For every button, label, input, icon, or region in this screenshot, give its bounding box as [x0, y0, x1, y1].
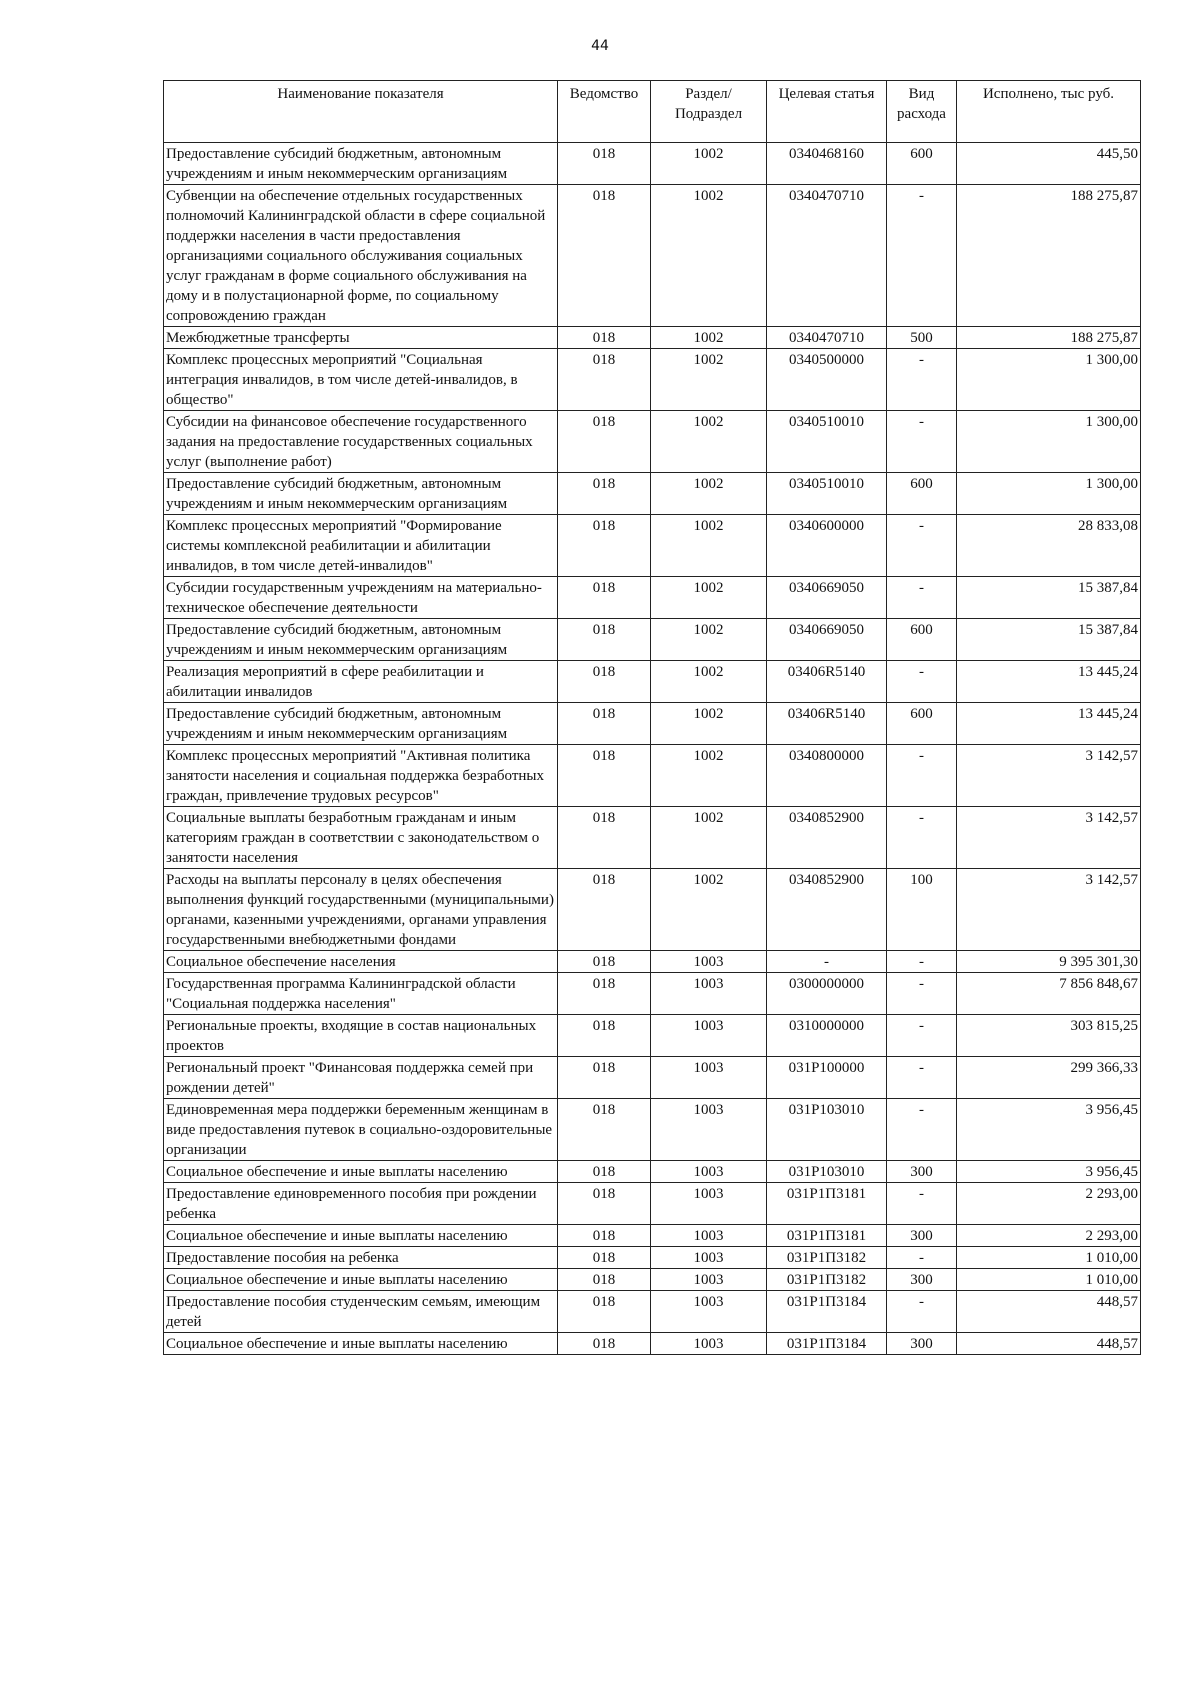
- row-executed-amount: 3 142,57: [957, 869, 1141, 951]
- row-department: 018: [558, 807, 651, 869]
- table-row: [164, 1225, 1141, 1247]
- row-indicator-name: Комплекс процессных мероприятий "Формирование системы комплексной реабилитации и абилитации инвалидов, в том числе детей-инвалидов": [164, 515, 558, 577]
- row-expense-type: 600: [887, 619, 957, 661]
- row-section: 1002: [651, 661, 767, 703]
- row-section: 1003: [651, 1333, 767, 1355]
- row-expense-type: -: [887, 1099, 957, 1161]
- row-department: 018: [558, 143, 651, 185]
- row-expense-type: -: [887, 1183, 957, 1225]
- table-row: [164, 1099, 1141, 1161]
- row-indicator-name: Единовременная мера поддержки беременным женщинам в виде предоставления путевок в социально-оздоровительные организации: [164, 1099, 558, 1161]
- row-department: 018: [558, 185, 651, 327]
- row-target-article: 031P1П3184: [767, 1291, 887, 1333]
- table-row: [164, 577, 1141, 619]
- row-section: 1002: [651, 745, 767, 807]
- row-target-article: 0340669050: [767, 577, 887, 619]
- table-row: [164, 349, 1141, 411]
- table-body: [164, 143, 1141, 1355]
- row-expense-type: 600: [887, 473, 957, 515]
- table-row: [164, 1015, 1141, 1057]
- row-indicator-name: Субвенции на обеспечение отдельных государственных полномочий Калининградской области в сфере социальной поддержки населения в части предоставления организациями социального обслуживания социальных услуг гражданам в форме социального обслуживания на дому и в полустационарной форме, по социальному сопровождению граждан: [164, 185, 558, 327]
- row-indicator-name: Региональный проект "Финансовая поддержка семей при рождении детей": [164, 1057, 558, 1099]
- row-department: 018: [558, 951, 651, 973]
- row-department: 018: [558, 327, 651, 349]
- row-indicator-name: Предоставление пособия студенческим семьям, имеющим детей: [164, 1291, 558, 1333]
- row-department: 018: [558, 577, 651, 619]
- row-target-article: 0300000000: [767, 973, 887, 1015]
- table-row: [164, 411, 1141, 473]
- row-executed-amount: 2 293,00: [957, 1183, 1141, 1225]
- row-executed-amount: 28 833,08: [957, 515, 1141, 577]
- row-section: 1002: [651, 349, 767, 411]
- row-department: 018: [558, 349, 651, 411]
- row-expense-type: -: [887, 577, 957, 619]
- row-section: 1002: [651, 143, 767, 185]
- row-target-article: 0310000000: [767, 1015, 887, 1057]
- row-department: 018: [558, 661, 651, 703]
- row-indicator-name: Расходы на выплаты персоналу в целях обеспечения выполнения функций государственными (муниципальными) органами, казенными учреждениями, органами управления государственными внебюджетными фондами: [164, 869, 558, 951]
- table-row: [164, 1333, 1141, 1355]
- header-section: Раздел/ Подраздел: [651, 81, 767, 143]
- row-section: 1003: [651, 1183, 767, 1225]
- row-indicator-name: Социальное обеспечение населения: [164, 951, 558, 973]
- row-target-article: 031P103010: [767, 1099, 887, 1161]
- row-target-article: 0340600000: [767, 515, 887, 577]
- row-department: 018: [558, 1247, 651, 1269]
- row-target-article: 0340800000: [767, 745, 887, 807]
- page-number: 44: [591, 38, 609, 54]
- row-executed-amount: 3 956,45: [957, 1161, 1141, 1183]
- row-indicator-name: Предоставление субсидий бюджетным, автономным учреждениям и иным некоммерческим организациям: [164, 703, 558, 745]
- row-executed-amount: 15 387,84: [957, 619, 1141, 661]
- row-executed-amount: 3 142,57: [957, 807, 1141, 869]
- table-row: [164, 327, 1141, 349]
- row-target-article: 031P1П3184: [767, 1333, 887, 1355]
- row-expense-type: -: [887, 515, 957, 577]
- row-expense-type: -: [887, 973, 957, 1015]
- row-executed-amount: 2 293,00: [957, 1225, 1141, 1247]
- row-target-article: 0340468160: [767, 143, 887, 185]
- row-executed-amount: 1 300,00: [957, 473, 1141, 515]
- table-row: [164, 869, 1141, 951]
- row-target-article: 031P1П3182: [767, 1247, 887, 1269]
- row-executed-amount: 303 815,25: [957, 1015, 1141, 1057]
- row-target-article: 0340852900: [767, 869, 887, 951]
- row-department: 018: [558, 1183, 651, 1225]
- row-target-article: 031P100000: [767, 1057, 887, 1099]
- row-department: 018: [558, 411, 651, 473]
- row-indicator-name: Социальные выплаты безработным гражданам и иным категориям граждан в соответствии с законодательством о занятости населения: [164, 807, 558, 869]
- row-expense-type: -: [887, 185, 957, 327]
- row-indicator-name: Социальное обеспечение и иные выплаты населению: [164, 1333, 558, 1355]
- table-row: [164, 515, 1141, 577]
- table-row: [164, 143, 1141, 185]
- row-executed-amount: 9 395 301,30: [957, 951, 1141, 973]
- table-row: [164, 1183, 1141, 1225]
- row-expense-type: 300: [887, 1333, 957, 1355]
- row-expense-type: -: [887, 807, 957, 869]
- row-section: 1002: [651, 807, 767, 869]
- row-target-article: 03406R5140: [767, 703, 887, 745]
- row-indicator-name: Государственная программа Калининградской области "Социальная поддержка населения": [164, 973, 558, 1015]
- row-indicator-name: Региональные проекты, входящие в состав национальных проектов: [164, 1015, 558, 1057]
- row-indicator-name: Комплекс процессных мероприятий "Социальная интеграция инвалидов, в том числе детей-инвалидов, в общество": [164, 349, 558, 411]
- row-target-article: 0340852900: [767, 807, 887, 869]
- row-target-article: 0340470710: [767, 185, 887, 327]
- row-executed-amount: 188 275,87: [957, 185, 1141, 327]
- row-expense-type: 500: [887, 327, 957, 349]
- row-target-article: 0340470710: [767, 327, 887, 349]
- row-target-article: 0340510010: [767, 411, 887, 473]
- header-expense-type: Вид расхода: [887, 81, 957, 143]
- row-expense-type: 300: [887, 1269, 957, 1291]
- row-expense-type: -: [887, 1015, 957, 1057]
- row-expense-type: -: [887, 745, 957, 807]
- row-indicator-name: Межбюджетные трансферты: [164, 327, 558, 349]
- row-expense-type: -: [887, 1057, 957, 1099]
- row-indicator-name: Реализация мероприятий в сфере реабилитации и абилитации инвалидов: [164, 661, 558, 703]
- row-target-article: 031P1П3181: [767, 1183, 887, 1225]
- row-department: 018: [558, 515, 651, 577]
- row-department: 018: [558, 703, 651, 745]
- table-row: [164, 951, 1141, 973]
- row-section: 1002: [651, 577, 767, 619]
- row-executed-amount: 13 445,24: [957, 661, 1141, 703]
- row-executed-amount: 1 010,00: [957, 1269, 1141, 1291]
- row-indicator-name: Социальное обеспечение и иные выплаты населению: [164, 1225, 558, 1247]
- row-expense-type: 100: [887, 869, 957, 951]
- header-target-article: Целевая статья: [767, 81, 887, 143]
- row-department: 018: [558, 1291, 651, 1333]
- table-row: [164, 973, 1141, 1015]
- row-section: 1002: [651, 869, 767, 951]
- table-row: [164, 1057, 1141, 1099]
- table-row: [164, 473, 1141, 515]
- row-section: 1003: [651, 1247, 767, 1269]
- row-department: 018: [558, 869, 651, 951]
- row-indicator-name: Комплекс процессных мероприятий "Активная политика занятости населения и социальная поддержка безработных граждан, привлечение трудовых ресурсов": [164, 745, 558, 807]
- row-target-article: 0340510010: [767, 473, 887, 515]
- row-expense-type: 300: [887, 1225, 957, 1247]
- table-row: [164, 661, 1141, 703]
- row-department: 018: [558, 1333, 651, 1355]
- row-target-article: 031P1П3182: [767, 1269, 887, 1291]
- row-executed-amount: 3 956,45: [957, 1099, 1141, 1161]
- row-executed-amount: 1 010,00: [957, 1247, 1141, 1269]
- table-header-row: [164, 81, 1141, 143]
- row-expense-type: -: [887, 1247, 957, 1269]
- row-indicator-name: Предоставление пособия на ребенка: [164, 1247, 558, 1269]
- table-row: [164, 1269, 1141, 1291]
- row-expense-type: -: [887, 349, 957, 411]
- row-department: 018: [558, 1269, 651, 1291]
- row-indicator-name: Предоставление единовременного пособия при рождении ребенка: [164, 1183, 558, 1225]
- row-target-article: 031P103010: [767, 1161, 887, 1183]
- header-executed-amount: Исполнено, тыс руб.: [957, 81, 1141, 143]
- row-department: 018: [558, 973, 651, 1015]
- row-target-article: -: [767, 951, 887, 973]
- row-target-article: 0340669050: [767, 619, 887, 661]
- row-expense-type: 300: [887, 1161, 957, 1183]
- table-row: [164, 703, 1141, 745]
- row-section: 1003: [651, 1161, 767, 1183]
- table-row: [164, 745, 1141, 807]
- row-indicator-name: Социальное обеспечение и иные выплаты населению: [164, 1269, 558, 1291]
- row-executed-amount: 188 275,87: [957, 327, 1141, 349]
- table-row: [164, 1291, 1141, 1333]
- row-section: 1002: [651, 619, 767, 661]
- row-executed-amount: 3 142,57: [957, 745, 1141, 807]
- row-executed-amount: 1 300,00: [957, 411, 1141, 473]
- table-row: [164, 1247, 1141, 1269]
- table-row: [164, 807, 1141, 869]
- row-section: 1003: [651, 973, 767, 1015]
- row-section: 1002: [651, 515, 767, 577]
- row-section: 1002: [651, 411, 767, 473]
- row-indicator-name: Предоставление субсидий бюджетным, автономным учреждениям и иным некоммерческим организациям: [164, 473, 558, 515]
- row-executed-amount: 448,57: [957, 1333, 1141, 1355]
- row-section: 1002: [651, 185, 767, 327]
- row-indicator-name: Предоставление субсидий бюджетным, автономным учреждениям и иным некоммерческим организациям: [164, 619, 558, 661]
- table-row: [164, 619, 1141, 661]
- row-target-article: 03406R5140: [767, 661, 887, 703]
- row-section: 1003: [651, 1015, 767, 1057]
- row-executed-amount: 13 445,24: [957, 703, 1141, 745]
- row-department: 018: [558, 1099, 651, 1161]
- row-section: 1002: [651, 473, 767, 515]
- row-department: 018: [558, 745, 651, 807]
- row-department: 018: [558, 473, 651, 515]
- table-row: [164, 1161, 1141, 1183]
- row-section: 1003: [651, 1291, 767, 1333]
- row-expense-type: 600: [887, 703, 957, 745]
- row-executed-amount: 1 300,00: [957, 349, 1141, 411]
- row-target-article: 0340500000: [767, 349, 887, 411]
- row-department: 018: [558, 1225, 651, 1247]
- row-executed-amount: 299 366,33: [957, 1057, 1141, 1099]
- row-expense-type: -: [887, 661, 957, 703]
- row-section: 1003: [651, 1057, 767, 1099]
- row-executed-amount: 445,50: [957, 143, 1141, 185]
- row-expense-type: -: [887, 951, 957, 973]
- row-expense-type: -: [887, 1291, 957, 1333]
- row-department: 018: [558, 1161, 651, 1183]
- row-indicator-name: Предоставление субсидий бюджетным, автономным учреждениям и иным некоммерческим организациям: [164, 143, 558, 185]
- header-department: Ведомство: [558, 81, 651, 143]
- row-indicator-name: Субсидии на финансовое обеспечение государственного задания на предоставление государственных социальных услуг (выполнение работ): [164, 411, 558, 473]
- row-section: 1003: [651, 951, 767, 973]
- row-target-article: 031P1П3181: [767, 1225, 887, 1247]
- row-executed-amount: 15 387,84: [957, 577, 1141, 619]
- row-section: 1002: [651, 327, 767, 349]
- row-expense-type: 600: [887, 143, 957, 185]
- row-section: 1002: [651, 703, 767, 745]
- row-section: 1003: [651, 1269, 767, 1291]
- row-department: 018: [558, 1057, 651, 1099]
- budget-execution-table: [163, 80, 1141, 1355]
- header-indicator-name: Наименование показателя: [164, 81, 558, 143]
- row-section: 1003: [651, 1099, 767, 1161]
- row-executed-amount: 7 856 848,67: [957, 973, 1141, 1015]
- row-expense-type: -: [887, 411, 957, 473]
- row-section: 1003: [651, 1225, 767, 1247]
- row-executed-amount: 448,57: [957, 1291, 1141, 1333]
- row-indicator-name: Социальное обеспечение и иные выплаты населению: [164, 1161, 558, 1183]
- row-indicator-name: Субсидии государственным учреждениям на материально-техническое обеспечение деятельности: [164, 577, 558, 619]
- row-department: 018: [558, 619, 651, 661]
- row-department: 018: [558, 1015, 651, 1057]
- table-row: [164, 185, 1141, 327]
